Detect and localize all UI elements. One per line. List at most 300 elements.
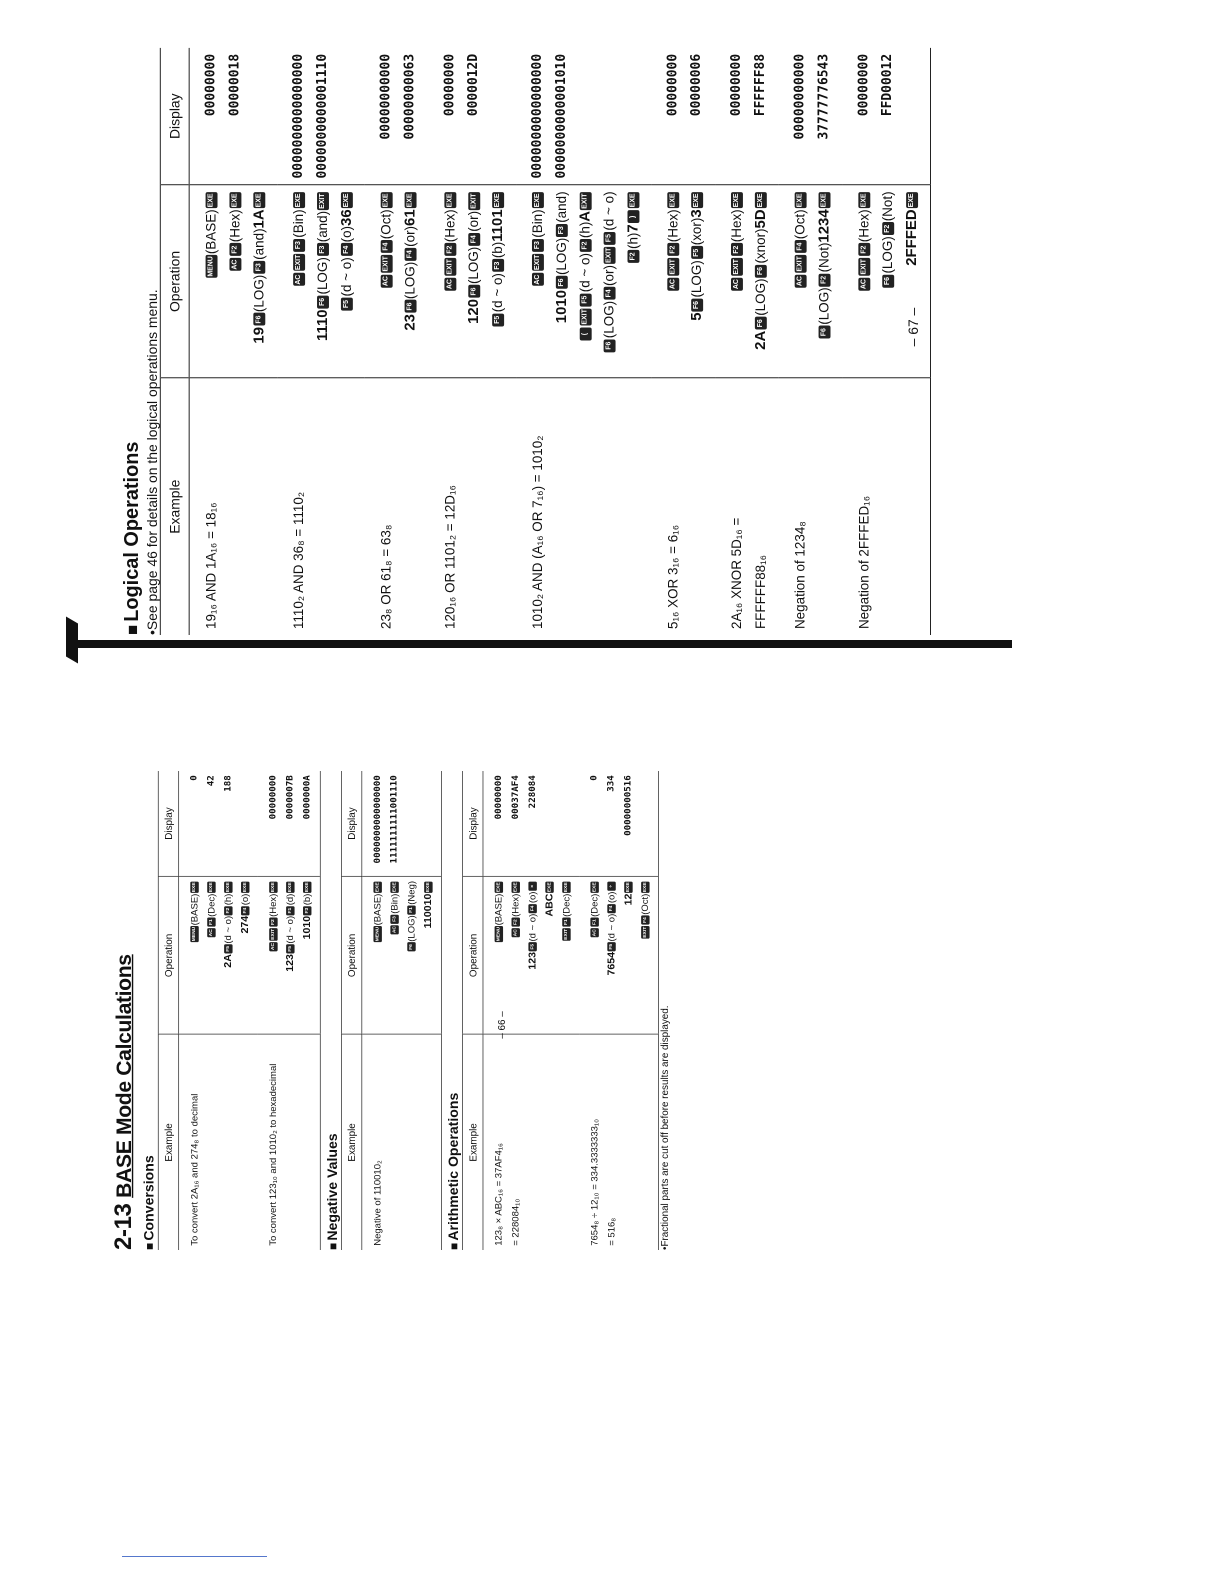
key-function-label: (Oct) bbox=[639, 893, 651, 915]
calculator-key-icon: EXE bbox=[907, 192, 919, 208]
display-cell bbox=[779, 48, 843, 185]
calculator-key-icon: EXE bbox=[668, 192, 680, 208]
display-cell bbox=[715, 48, 779, 185]
key-function-label: (Not) bbox=[880, 191, 896, 222]
operation-step bbox=[247, 191, 271, 371]
display-cell bbox=[651, 48, 715, 185]
table-row bbox=[258, 771, 320, 1250]
operation-table bbox=[341, 771, 442, 1250]
example-cell bbox=[715, 378, 779, 635]
page-number: – 67 – bbox=[905, 307, 922, 347]
key-function-label: (h) bbox=[625, 232, 641, 250]
example-text: 120₁₆ OR 1101₂ = 12D₁₆ bbox=[442, 485, 458, 630]
calculator-key-icon: AC bbox=[208, 928, 216, 937]
page-66 bbox=[110, 570, 670, 1250]
key-function-label: (o) bbox=[338, 225, 354, 243]
display-readout: 334 bbox=[605, 775, 617, 792]
key-function-label: (LOG) bbox=[553, 237, 569, 276]
key-function-label: (LOG) bbox=[251, 274, 267, 313]
key-function-label: (xnor) bbox=[752, 228, 768, 264]
display-readout: 00000000 bbox=[267, 775, 279, 820]
calculator-key-icon: F6 bbox=[692, 299, 704, 312]
calculator-key-icon: ÷ bbox=[608, 882, 616, 891]
entered-value: 12 bbox=[622, 893, 635, 906]
calculator-key-icon: EXE bbox=[303, 882, 311, 893]
column-header-operation: Operation bbox=[463, 876, 483, 1034]
example-cell bbox=[842, 378, 930, 635]
operation-table bbox=[160, 48, 931, 635]
calculator-key-icon: F2 bbox=[512, 918, 520, 927]
example-cell bbox=[365, 378, 429, 635]
calculator-key-icon: F6 bbox=[755, 265, 767, 278]
display-readout: 00000000 bbox=[665, 53, 681, 117]
operation-step bbox=[586, 881, 603, 1030]
calculator-key-icon: EXE bbox=[532, 192, 544, 208]
example-text: 1010₂ AND (A₁₆ OR 7₁₆) = 1010₂ bbox=[529, 435, 545, 630]
calculator-key-icon: F6 bbox=[254, 313, 266, 326]
display-readout: 00000000000 bbox=[792, 53, 808, 140]
operation-step bbox=[369, 881, 386, 1030]
calculator-key-icon: F2 bbox=[270, 918, 278, 927]
calculator-key-icon: F2 bbox=[883, 222, 895, 235]
example-cell bbox=[779, 378, 843, 635]
calculator-key-icon: EXE bbox=[641, 882, 649, 893]
key-function-label: (or) bbox=[402, 225, 418, 247]
calculator-key-icon: F6 bbox=[317, 296, 329, 309]
calculator-key-icon: AC bbox=[591, 928, 599, 937]
calculator-key-icon: F6 bbox=[819, 326, 831, 339]
table-header-row bbox=[160, 48, 189, 635]
display-cell bbox=[277, 48, 365, 185]
calculator-key-icon: MENU bbox=[374, 926, 382, 942]
calculator-key-icon: EXIT bbox=[532, 254, 544, 271]
calculator-key-icon: AC bbox=[512, 928, 520, 937]
section-title-logical: ■ Logical Operations bbox=[121, 48, 144, 635]
operation-step bbox=[223, 191, 247, 371]
chapter-number: 2-13 bbox=[110, 1203, 137, 1250]
calculator-key-icon: AC bbox=[270, 942, 278, 951]
key-function-label: (o) bbox=[239, 893, 251, 906]
calculator-key-icon: EXE bbox=[625, 882, 633, 893]
operation-step bbox=[490, 881, 507, 1030]
example-text: To convert 123₁₀ and 1010₂ to hexadecimal bbox=[267, 1063, 279, 1246]
column-header-operation: Operation bbox=[158, 876, 178, 1034]
example-cell bbox=[428, 378, 516, 635]
entered-value: 36 bbox=[337, 209, 355, 226]
entered-value: 1101 bbox=[489, 209, 507, 242]
operation-step bbox=[550, 191, 574, 371]
example-text: Negation of 2FFFED₁₆ bbox=[856, 495, 872, 630]
calculator-key-icon: AC bbox=[445, 278, 457, 291]
table-row bbox=[362, 771, 442, 1250]
operation-step bbox=[265, 881, 282, 1030]
column-header-example: Example bbox=[158, 1034, 178, 1250]
key-function-label: (Bin) bbox=[529, 209, 545, 238]
display-cell bbox=[362, 771, 442, 876]
calculator-key-icon: EXIT bbox=[604, 247, 616, 264]
key-function-label: (Not) bbox=[816, 242, 832, 273]
calculator-key-icon: EXE bbox=[563, 882, 571, 893]
calculator-key-icon: F5 bbox=[608, 942, 616, 951]
operation-cell bbox=[516, 185, 651, 378]
display-readout: 0000000000000000 bbox=[372, 775, 383, 864]
display-readout: 00000000516 bbox=[622, 775, 634, 836]
key-function-label: (and) bbox=[251, 228, 267, 260]
example-cell bbox=[483, 1034, 579, 1250]
calculator-key-icon: F2 bbox=[731, 243, 743, 256]
calculator-key-icon: F5 bbox=[286, 944, 294, 953]
operation-cell bbox=[258, 876, 320, 1034]
display-readout: 00000000 bbox=[493, 775, 504, 820]
calculator-key-icon: AC bbox=[532, 273, 544, 286]
column-header-example: Example bbox=[341, 1034, 361, 1250]
calculator-key-icon: AC bbox=[859, 278, 871, 291]
display-cell bbox=[428, 48, 516, 185]
key-function-label: (and) bbox=[315, 210, 330, 243]
display-readout: 0 bbox=[588, 775, 600, 781]
operation-step bbox=[287, 191, 311, 371]
column-header-example: Example bbox=[463, 1034, 483, 1250]
operation-step bbox=[462, 191, 486, 371]
key-function-label: (Hex) bbox=[267, 893, 279, 917]
table-row bbox=[516, 48, 651, 635]
display-readout: 0000012D bbox=[466, 53, 482, 117]
calculator-key-icon: F4 bbox=[604, 287, 616, 300]
calculator-key-icon: AC bbox=[294, 273, 306, 286]
calculator-key-icon: EXE bbox=[495, 882, 503, 893]
display-readout: 0000000000001010 bbox=[553, 53, 569, 179]
table-row bbox=[428, 48, 516, 635]
operation-step bbox=[438, 191, 462, 371]
operation-cell bbox=[277, 185, 365, 378]
calculator-key-icon: EXE bbox=[286, 882, 294, 893]
operation-cell bbox=[779, 185, 843, 378]
display-readout: 0000007B bbox=[284, 775, 296, 820]
key-function-label: (LOG) bbox=[752, 278, 768, 316]
calculator-key-icon: EXE bbox=[731, 192, 743, 208]
calculator-key-icon: F1 bbox=[563, 918, 571, 927]
calculator-key-icon: EXE bbox=[230, 192, 242, 208]
calculator-key-icon: F5 bbox=[692, 246, 704, 259]
operation-step bbox=[685, 191, 709, 371]
calculator-key-icon: EXE bbox=[755, 192, 767, 208]
display-readout: 00000000063 bbox=[402, 53, 418, 140]
operation-table bbox=[158, 771, 321, 1250]
table-row bbox=[779, 48, 843, 635]
key-function-label: (Neg) bbox=[405, 880, 417, 905]
calculator-key-icon: F2 bbox=[445, 243, 457, 256]
display-cell bbox=[365, 48, 429, 185]
calculator-key-icon: F4 bbox=[795, 240, 807, 253]
operation-cell bbox=[362, 876, 442, 1034]
entered-value: 3 bbox=[688, 209, 706, 218]
calculator-key-icon: EXIT bbox=[731, 258, 743, 275]
example-text: = 516₈ bbox=[605, 1217, 617, 1246]
calculator-key-icon: F1 bbox=[208, 918, 216, 927]
key-function-label: (Hex) bbox=[227, 209, 243, 243]
calculator-key-icon: EXE bbox=[795, 192, 807, 208]
calculator-key-icon: F6 bbox=[556, 276, 568, 289]
entered-value: 1010 bbox=[552, 289, 570, 324]
calculator-key-icon: EXE bbox=[405, 192, 417, 208]
display-readout: 42 bbox=[205, 775, 217, 787]
calculator-key-icon: F4 bbox=[341, 243, 353, 256]
entered-value: 1010 bbox=[300, 915, 313, 940]
display-readout: 188 bbox=[222, 775, 234, 792]
table-header-row bbox=[158, 771, 178, 1250]
calculator-key-icon: EXIT bbox=[563, 928, 571, 940]
operation-step bbox=[813, 191, 837, 371]
display-cell bbox=[258, 771, 320, 876]
calculator-key-icon: AC bbox=[731, 278, 743, 291]
example-text: Negation of 1234₈ bbox=[792, 521, 808, 630]
calculator-key-icon: F4 bbox=[529, 904, 537, 913]
operation-step bbox=[725, 191, 749, 371]
calculator-key-icon: EXE bbox=[254, 192, 266, 208]
operation-step bbox=[558, 881, 575, 1030]
calculator-key-icon: F2 bbox=[859, 243, 871, 256]
table-row bbox=[277, 48, 365, 635]
calculator-key-icon: F4 bbox=[241, 906, 249, 915]
calculator-key-icon: EXIT bbox=[445, 258, 457, 275]
calculator-key-icon: F3 bbox=[493, 259, 505, 272]
calculator-key-icon: EXE bbox=[493, 192, 505, 208]
display-readout: 00000000 bbox=[442, 53, 458, 117]
calculator-key-icon: EXIT bbox=[317, 192, 329, 209]
example-text: 1110₂ AND 36₈ = 1110₂ bbox=[291, 491, 307, 630]
table-header-row bbox=[463, 771, 483, 1250]
chapter-title: BASE Mode Calculations bbox=[112, 954, 137, 1198]
key-function-label: (Dec) bbox=[588, 893, 600, 917]
calculator-key-icon: F2 bbox=[224, 906, 232, 915]
display-readout: 228084 bbox=[527, 775, 538, 809]
calculator-key-icon: F5 bbox=[604, 232, 616, 245]
calculator-key-icon: ) bbox=[628, 210, 640, 223]
example-cell bbox=[516, 378, 651, 635]
operation-step bbox=[386, 881, 403, 1030]
entered-value: 5D bbox=[751, 209, 769, 229]
key-function-label: (LOG) bbox=[689, 260, 705, 298]
display-readout: 0000000000000000 bbox=[291, 53, 307, 179]
operation-step bbox=[375, 191, 399, 371]
calculator-key-icon: F3 bbox=[391, 914, 399, 923]
entered-value: 7654 bbox=[605, 952, 618, 976]
calculator-key-icon: F3 bbox=[556, 224, 568, 237]
entered-value: A bbox=[576, 210, 594, 222]
key-function-label: (d) bbox=[284, 893, 296, 906]
example-text: To convert 2A₁₆ and 274₈ to decimal bbox=[188, 1093, 200, 1246]
key-function-label: (LOG) bbox=[466, 246, 482, 285]
table-row bbox=[179, 771, 258, 1250]
key-function-label: (Oct) bbox=[378, 209, 394, 240]
calculator-key-icon: × bbox=[529, 882, 537, 891]
calculator-key-icon: F2 bbox=[580, 239, 592, 252]
calculator-key-icon: EXIT bbox=[795, 255, 807, 272]
calculator-key-icon: ( bbox=[580, 328, 592, 341]
column-header-display: Display bbox=[160, 48, 189, 185]
operation-step bbox=[237, 881, 254, 1030]
calculator-key-icon: EXE bbox=[224, 882, 232, 893]
calculator-key-icon: F3 bbox=[254, 261, 266, 274]
operation-step bbox=[637, 881, 654, 1030]
section-subtitle: •See page 46 for details on the logical operations menu. bbox=[143, 289, 160, 635]
key-function-label: (or) bbox=[601, 265, 617, 286]
entered-value: 2A bbox=[222, 954, 234, 968]
chapter-heading bbox=[110, 771, 137, 1250]
key-function-label: (LOG) bbox=[402, 261, 418, 300]
operation-step bbox=[299, 881, 316, 1030]
example-text: 23₈ OR 61₈ = 63₈ bbox=[378, 524, 394, 630]
calculator-key-icon: F4 bbox=[469, 233, 481, 246]
display-readout: 00000000 bbox=[728, 53, 744, 117]
key-function-label: (d ~ o) bbox=[490, 273, 506, 313]
column-header-display: Display bbox=[341, 771, 361, 876]
operation-cell bbox=[579, 876, 658, 1034]
key-function-label: (Oct) bbox=[792, 209, 808, 240]
operation-cell bbox=[189, 185, 277, 378]
operation-step bbox=[420, 881, 437, 1030]
display-readout: 00000018 bbox=[227, 53, 243, 117]
calculator-key-icon: EXE bbox=[294, 192, 306, 208]
display-readout: 37777776543 bbox=[816, 53, 832, 140]
example-cell bbox=[277, 378, 365, 635]
key-function-label: (d ~ o) bbox=[222, 915, 234, 944]
operation-step bbox=[574, 191, 598, 371]
calculator-key-icon: EXE bbox=[270, 882, 278, 893]
calculator-key-icon: F4 bbox=[608, 904, 616, 913]
example-cell bbox=[189, 378, 277, 635]
calculator-key-icon: F2 bbox=[668, 243, 680, 256]
scan-hairline bbox=[122, 1556, 267, 1557]
operation-step bbox=[486, 191, 510, 371]
calculator-key-icon: EXE bbox=[391, 882, 399, 893]
example-text: 2A₁₆ XNOR 5D₁₆ = bbox=[728, 517, 744, 630]
calculator-key-icon: EXE bbox=[424, 882, 432, 893]
calculator-key-icon: EXE bbox=[591, 882, 599, 893]
key-function-label: (LOG) bbox=[315, 257, 330, 295]
display-cell bbox=[579, 771, 658, 876]
calculator-key-icon: F3 bbox=[317, 243, 329, 256]
operation-step bbox=[311, 191, 335, 371]
table-row bbox=[579, 771, 658, 1250]
calculator-key-icon: AC bbox=[230, 258, 242, 271]
key-function-label: (o) bbox=[527, 891, 538, 904]
key-function-label: (BASE) bbox=[188, 893, 200, 926]
calculator-key-icon: EXE bbox=[445, 192, 457, 208]
calculator-key-icon: EXE bbox=[546, 882, 554, 893]
operation-step bbox=[603, 881, 620, 1030]
display-readout: 00000000 bbox=[203, 53, 219, 117]
operation-step bbox=[661, 191, 685, 371]
operation-step bbox=[598, 191, 622, 371]
calculator-key-icon: EXE bbox=[208, 882, 216, 893]
operation-step bbox=[541, 881, 558, 1030]
key-function-label: (LOG) bbox=[880, 236, 896, 274]
calculator-key-icon: AC bbox=[381, 275, 393, 288]
calculator-key-icon: F5 bbox=[224, 944, 232, 953]
example-text: 5₁₆ XOR 3₁₆ = 6₁₆ bbox=[665, 524, 681, 630]
key-function-label: (d ~ o) bbox=[605, 913, 617, 942]
key-function-label: (d ~ o) bbox=[527, 913, 538, 942]
operation-table bbox=[462, 771, 659, 1250]
entered-value: 1234 bbox=[815, 209, 833, 243]
operation-cell bbox=[428, 185, 516, 378]
key-function-label: (Dec) bbox=[560, 893, 572, 917]
calculator-key-icon: MENU bbox=[495, 926, 503, 942]
entered-value: 7 bbox=[624, 224, 642, 233]
example-text: 7654₈ ÷ 12₁₀ = 334.3333333₁₀ bbox=[588, 1118, 600, 1246]
calculator-key-icon: EXE bbox=[819, 192, 831, 208]
calculator-key-icon: EXE bbox=[241, 882, 249, 893]
calculator-key-icon: F3 bbox=[303, 906, 311, 915]
key-function-label: (o) bbox=[605, 891, 617, 904]
example-text: = 228084₁₀ bbox=[510, 1198, 521, 1246]
display-readout: 0 bbox=[188, 775, 200, 781]
calculator-key-icon: F2 bbox=[628, 250, 640, 263]
display-readout: 00000006 bbox=[689, 53, 705, 117]
key-function-label: (BASE) bbox=[203, 209, 219, 255]
key-function-label: (Bin) bbox=[291, 209, 307, 238]
calculator-key-icon: AC bbox=[795, 275, 807, 288]
operation-cell bbox=[842, 185, 930, 378]
entered-value: 61 bbox=[401, 209, 419, 226]
calculator-key-icon: F6 bbox=[408, 942, 416, 951]
key-function-label: (and) bbox=[553, 191, 569, 223]
operation-cell bbox=[365, 185, 429, 378]
entered-value: 5 bbox=[688, 312, 706, 321]
key-function-label: (b) bbox=[301, 893, 313, 906]
table-row bbox=[715, 48, 779, 635]
section-title-arithmetic: ■ Arithmetic Operations bbox=[446, 771, 462, 1250]
example-text: Negative of 110010₂ bbox=[372, 1160, 383, 1246]
display-readout: 0000000000001110 bbox=[315, 53, 330, 179]
calculator-key-icon: MENU bbox=[191, 926, 199, 942]
column-header-example: Example bbox=[160, 378, 189, 635]
column-header-operation: Operation bbox=[160, 185, 189, 378]
operation-step bbox=[852, 191, 876, 371]
calculator-key-icon: EXE bbox=[512, 882, 520, 893]
key-function-label: (xor) bbox=[689, 217, 705, 246]
spine-mark bbox=[66, 617, 78, 664]
table-row bbox=[651, 48, 715, 635]
calculator-key-icon: AC bbox=[668, 278, 680, 291]
calculator-key-icon: MENU bbox=[206, 255, 218, 278]
display-readout: 00000000 bbox=[856, 53, 872, 117]
key-function-label: (Hex) bbox=[728, 209, 744, 243]
calculator-key-icon: EXE bbox=[859, 192, 871, 208]
key-function-label: (LOG) bbox=[601, 300, 617, 339]
calculator-key-icon: F6 bbox=[469, 285, 481, 298]
operation-step bbox=[203, 881, 220, 1030]
operation-step bbox=[200, 191, 224, 371]
calculator-key-icon: F3 bbox=[532, 239, 544, 252]
calculator-key-icon: F3 bbox=[294, 239, 306, 252]
section-title-negative-values: ■ Negative Values bbox=[325, 771, 341, 1250]
key-function-label: (d ~ o) bbox=[338, 257, 354, 297]
calculator-key-icon: EXE bbox=[206, 192, 218, 208]
entered-value: 120 bbox=[465, 298, 483, 324]
operation-step bbox=[186, 881, 203, 1030]
entered-value: ABC bbox=[543, 893, 556, 917]
key-function-label: (BASE) bbox=[372, 893, 383, 926]
calculator-key-icon: F6 bbox=[405, 300, 417, 313]
operation-cell bbox=[715, 185, 779, 378]
key-function-label: (h) bbox=[222, 893, 234, 906]
example-text: 123₈ × ABC₁₆ = 37AF4₁₆ bbox=[493, 1143, 504, 1246]
key-function-label: (LOG) bbox=[405, 915, 417, 942]
key-function-label: (h) bbox=[577, 221, 593, 239]
key-function-label: (Hex) bbox=[856, 209, 872, 243]
